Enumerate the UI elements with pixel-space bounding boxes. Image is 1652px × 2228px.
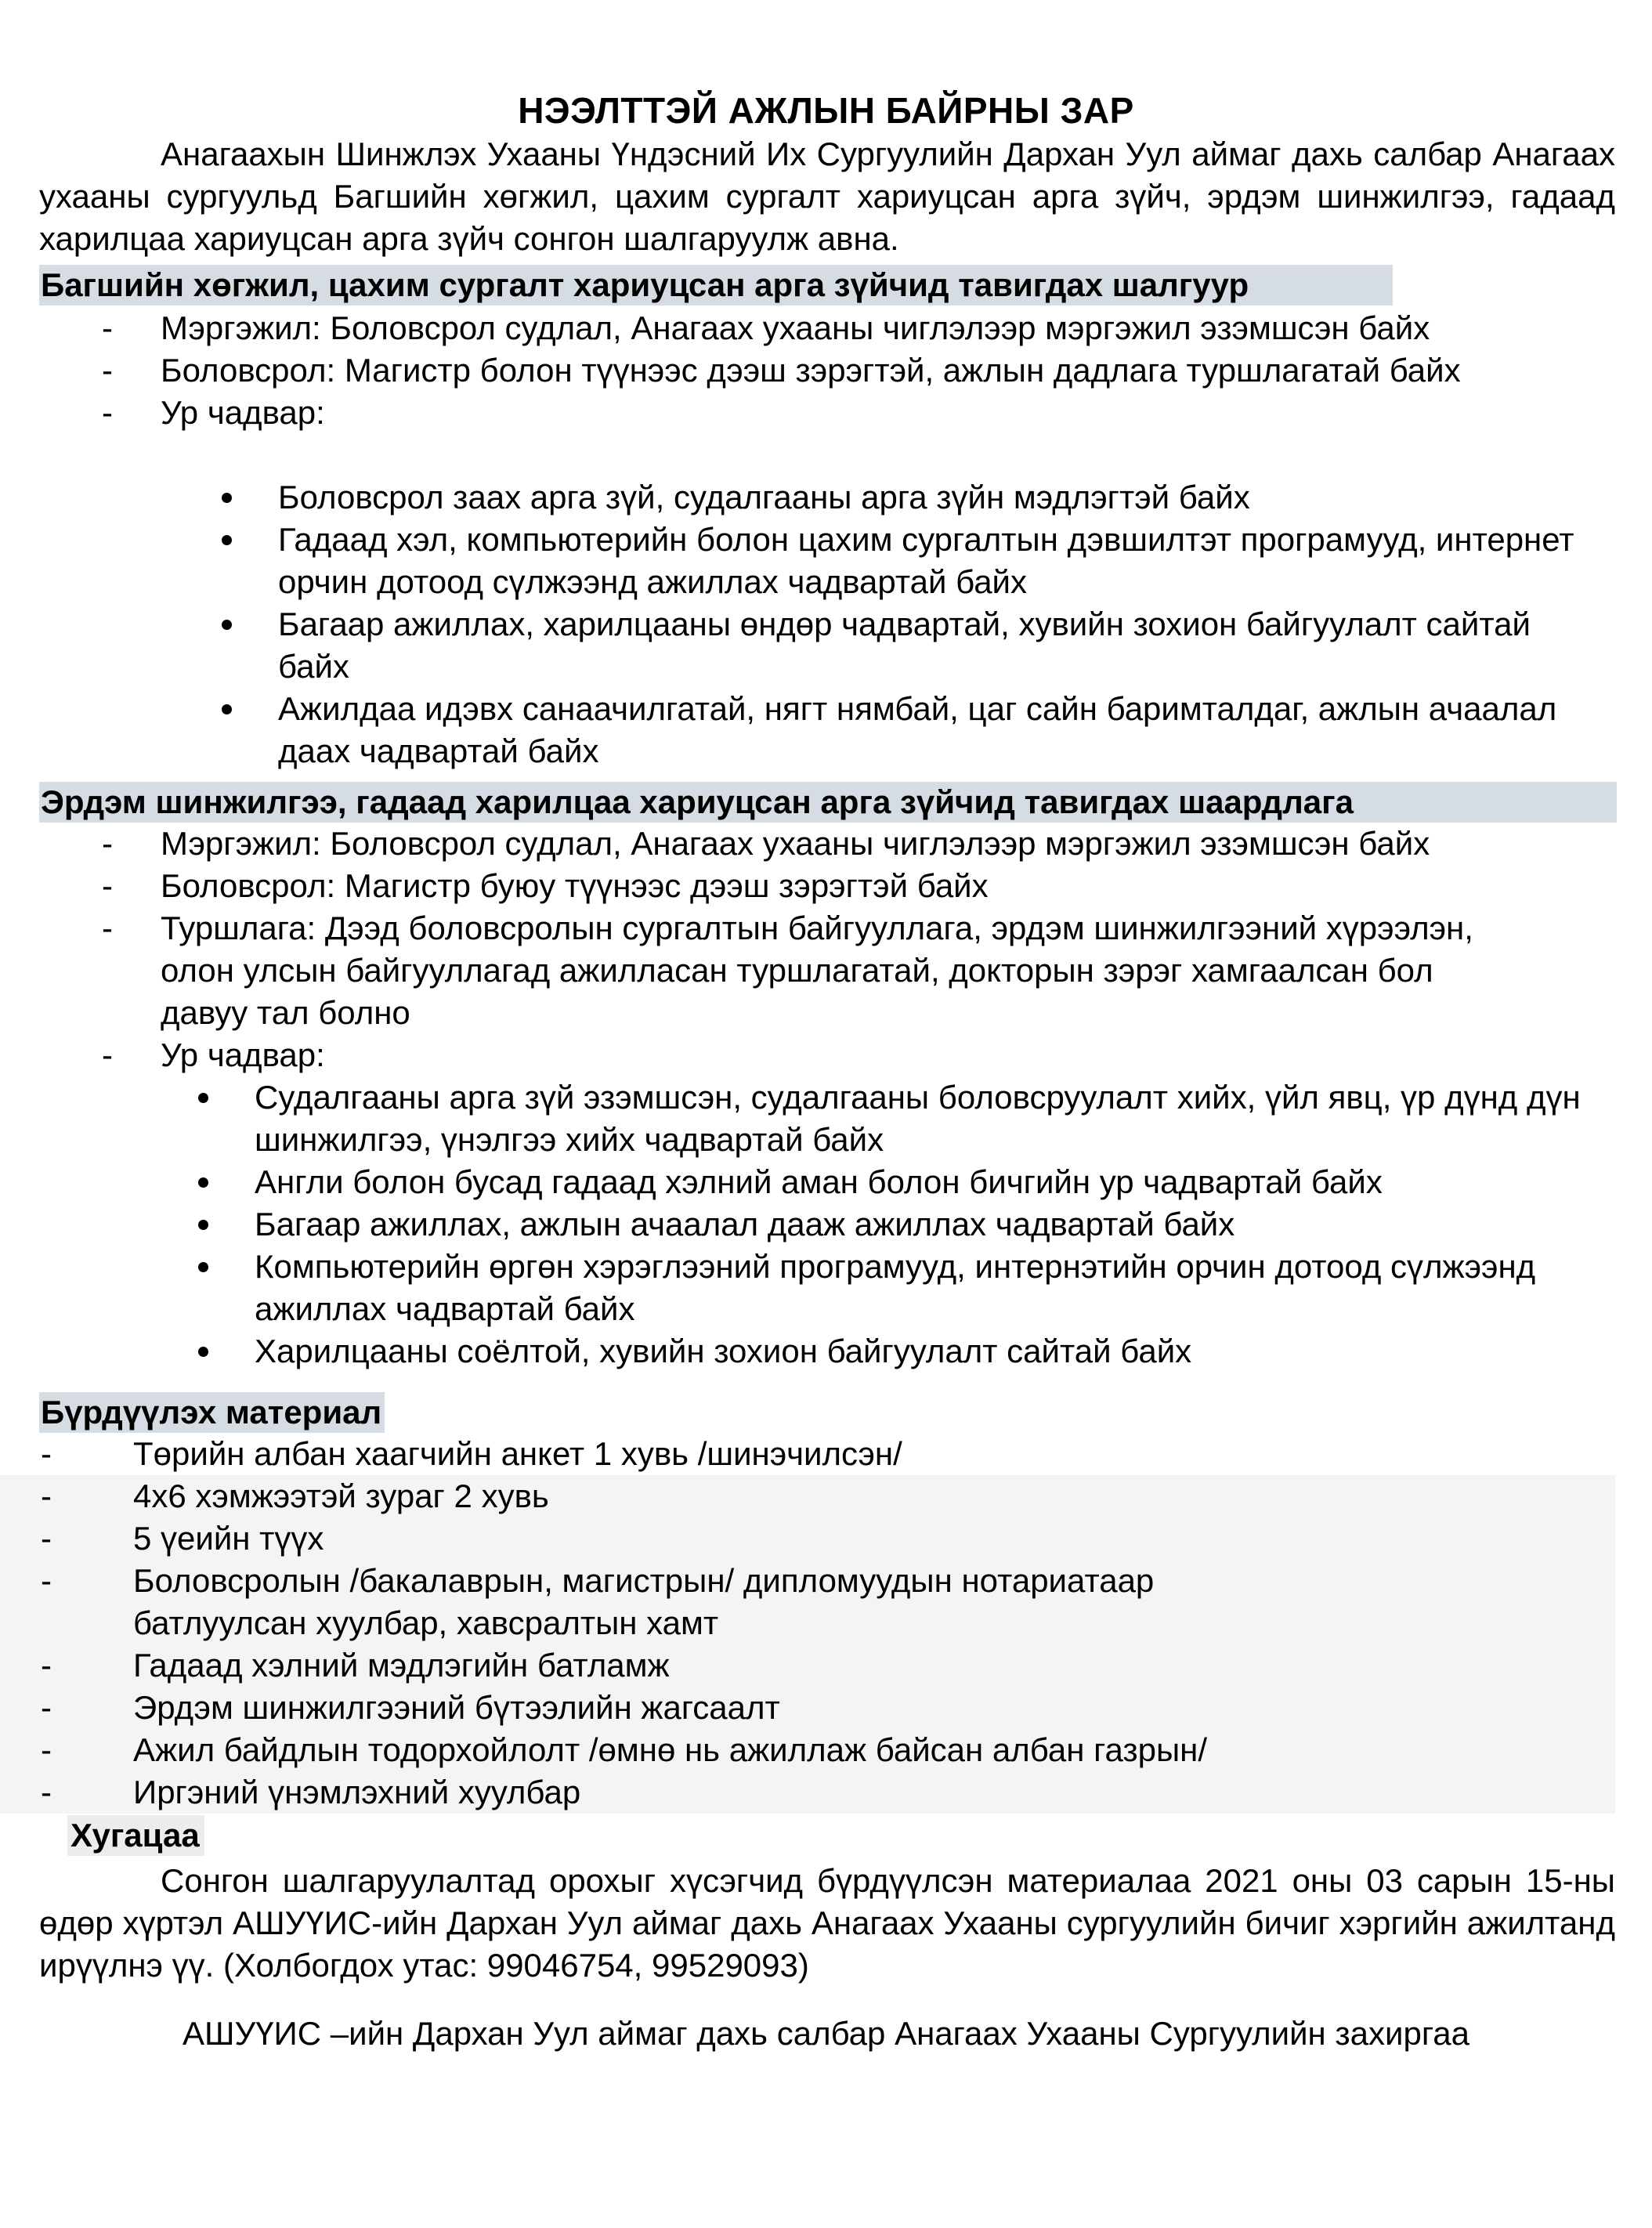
list-item-text: Ур чадвар: (161, 394, 325, 431)
signature-line: АШУҮИС –ийн Дархан Уул аймаг дахь салбар Анагаах Ухааны Сургуулийн захиргаа (183, 2015, 1469, 2052)
list-item (39, 1246, 1615, 1330)
list-item-text: Судалгааны арга зүй эзэмшсэн, судалгааны боловсруулалт хийх, үйл явц, үр дүнд дүн шинжилгээ, үнэлгээ хийх чадвартай байх (255, 1079, 1581, 1158)
list-item (0, 1771, 1615, 1814)
list-item-text: Боловсрол заах арга зүй, судалгааны арга зүйн мэдлэгтэй байх (278, 479, 1250, 515)
list-item-text: Багаар ажиллах, харилцааны өндөр чадвартай, хувийн зохион байгуулалт сайтай байх (278, 606, 1531, 685)
list-item (0, 1560, 1615, 1644)
section1-skills-list (39, 476, 1615, 772)
list-item (39, 688, 1615, 772)
list-item-text: Боловсрол: Магистр болон түүнээс дээш зэрэгтэй, ажлын дадлага туршлагатай байх (161, 352, 1461, 389)
list-item (0, 1729, 1615, 1771)
list-item-text: Туршлага: Дээд боловсролын сургалтын байгууллага, эрдэм шинжилгээний хүрээлэн, олон улсын байгууллагад ажилласан туршлагатай, докторын зэрэг хамгаалсан бол давуу тал болно (161, 910, 1473, 1031)
section2-requirements-list (39, 823, 1615, 1076)
list-item (39, 307, 1615, 349)
list-item (39, 823, 1615, 865)
dash-marker: - (102, 910, 113, 946)
page-title: НЭЭЛТТЭЙ АЖЛЫН БАЙРНЫ ЗАР (518, 90, 1134, 131)
list-item-text: Төрийн албан хаагчийн анкет 1 хувь /шинэчилсэн/ (133, 1435, 902, 1472)
bullet-icon (222, 535, 232, 545)
list-item-text: Ур чадвар: (161, 1036, 325, 1073)
list-item-text: Гадаад хэл, компьютерийн болон цахим сургалтын дэвшилтэт програмууд, интернет орчин дотоод сүлжээнд ажиллах чадвартай байх (278, 521, 1574, 600)
dash-marker: - (41, 1647, 52, 1684)
deadline-heading: Хугацаа (67, 1815, 204, 1856)
dash-marker: - (41, 1731, 52, 1768)
list-item-text: Эрдэм шинжилгээний бүтээлийн жагсаалт (133, 1689, 780, 1726)
dash-marker: - (102, 394, 113, 431)
list-item-text: Гадаад хэлний мэдлэгийн батламж (133, 1647, 670, 1684)
dash-marker: - (41, 1689, 52, 1726)
dash-marker: - (41, 1520, 52, 1557)
list-item (39, 519, 1615, 603)
dash-marker: - (41, 1774, 52, 1810)
list-item-text: Англи болон бусад гадаад хэлний аман болон бичгийн ур чадвартай байх (255, 1163, 1383, 1200)
list-item (39, 907, 1615, 1034)
deadline-paragraph: Сонгон шалгаруулалтад орохыг хүсэгчид бүрдүүлсэн материалаа 2021 оны 03 сарын 15-ны өдөр хүртэл АШУҮИС-ийн Дархан Уул аймаг дахь Анагаах Ухааны сургуулийн бичиг хэргийн ажилтанд ирүүлнэ үү. (Холбогдох утас: 99046754, 99529093) (39, 1862, 1615, 1984)
dash-marker: - (102, 867, 113, 904)
bullet-icon (198, 1347, 208, 1357)
list-item (39, 1330, 1615, 1373)
list-item-text: Боловсролын /бакалаврын, магистрын/ дипломуудын нотариатаар батлуулсан хуулбар, хавсралтын хамт (133, 1562, 1155, 1641)
list-item (39, 1161, 1615, 1203)
list-item-text: 5 үеийн түүх (133, 1520, 324, 1557)
list-item (0, 1433, 1615, 1475)
list-item (39, 1034, 1615, 1076)
list-item-text: 4х6 хэмжээтэй зураг 2 хувь (133, 1477, 549, 1514)
list-item (39, 603, 1615, 688)
list-item (39, 476, 1615, 519)
list-item (39, 1203, 1615, 1246)
section1-requirements-list (39, 307, 1615, 434)
list-item (39, 1076, 1615, 1161)
list-item-text: Иргэний үнэмлэхний хуулбар (133, 1774, 581, 1810)
list-item-text: Харилцааны соёлтой, хувийн зохион байгуулалт сайтай байх (255, 1333, 1192, 1369)
dash-marker: - (102, 825, 113, 862)
dash-marker: - (102, 1036, 113, 1073)
list-item (39, 865, 1615, 907)
list-item (0, 1517, 1615, 1560)
bullet-icon (222, 620, 232, 630)
bullet-icon (222, 704, 232, 714)
list-item-text: Багаар ажиллах, ажлын ачаалал дааж ажиллах чадвартай байх (255, 1206, 1235, 1242)
section2-skills-list (39, 1076, 1615, 1373)
list-item-text: Ажилдаа идэвх санаачилгатай, нягт нямбай, цаг сайн баримталдаг, ажлын ачаалал даах чадвартай байх (278, 690, 1557, 769)
list-item (39, 392, 1615, 434)
dash-marker: - (41, 1477, 52, 1514)
intro-paragraph: Анагаахын Шинжлэх Ухааны Үндэсний Их Сургуулийн Дархан Уул аймаг дахь салбар Анагаах ухааны сургуульд Багшийн хөгжил, цахим сургалт хариуцсан арга зүйч, эрдэм шинжилгээ, гадаад харилцаа хариуцсан арга зүйч сонгон шалгаруулж авна. (39, 136, 1615, 257)
dash-marker: - (41, 1562, 52, 1599)
list-item-text: Боловсрол: Магистр буюу түүнээс дээш зэрэгтэй байх (161, 867, 989, 904)
dash-marker: - (41, 1435, 52, 1472)
section2-heading: Эрдэм шинжилгээ, гадаад харилцаа хариуцсан арга зүйчид тавигдах шаардлага (39, 782, 1617, 823)
list-item-text: Компьютерийн өргөн хэрэглээний програмууд, интернэтийн орчин дотоод сүлжээнд ажиллах чадвартай байх (255, 1248, 1536, 1327)
list-item-text: Мэргэжил: Боловсрол судлал, Анагаах ухааны чиглэлээр мэргэжил эзэмшсэн байх (161, 825, 1430, 862)
bullet-icon (198, 1262, 208, 1272)
dash-marker: - (102, 352, 113, 389)
list-item-text: Мэргэжил: Боловсрол судлал, Анагаах ухааны чиглэлээр мэргэжил эзэмшсэн байх (161, 309, 1430, 346)
bullet-icon (198, 1093, 208, 1103)
list-item (39, 349, 1615, 392)
list-item (0, 1475, 1615, 1517)
bullet-icon (198, 1177, 208, 1188)
bullet-icon (222, 493, 232, 503)
dash-marker: - (102, 309, 113, 346)
list-item (0, 1687, 1615, 1729)
list-item-text: Ажил байдлын тодорхойлолт /өмнө нь ажиллаж байсан албан газрын/ (133, 1731, 1208, 1768)
materials-heading: Бүрдүүлэх материал (39, 1392, 385, 1433)
bullet-icon (198, 1220, 208, 1230)
materials-list (0, 1433, 1615, 1814)
list-item (0, 1644, 1615, 1687)
section1-heading: Багшийн хөгжил, цахим сургалт хариуцсан арга зүйчид тавигдах шалгуур (39, 265, 1393, 306)
